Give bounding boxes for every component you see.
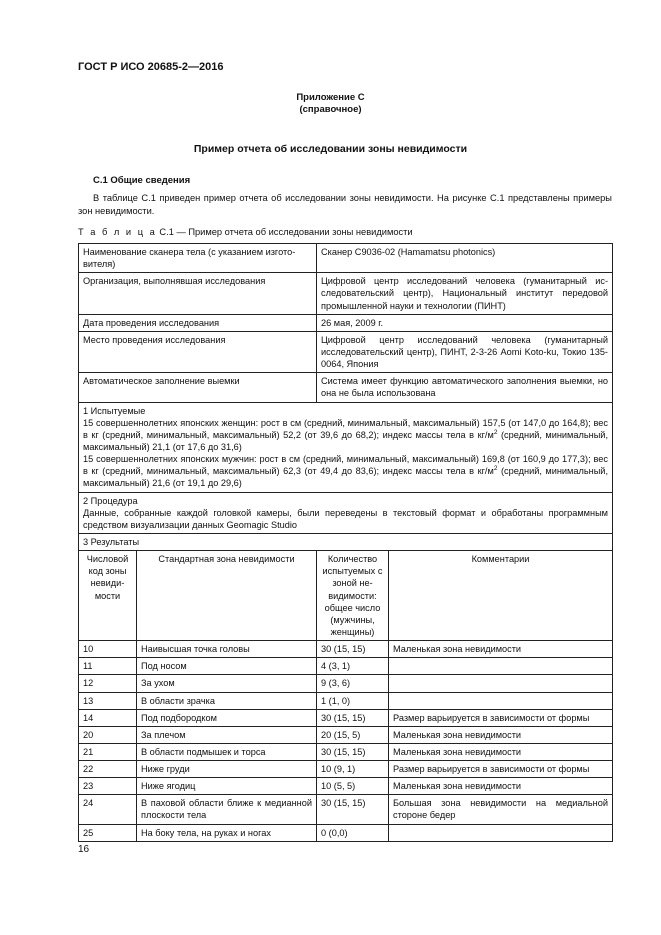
zone-comment: Большая зона невидимости на медиальной стороне бедер [389,795,613,824]
subjects-row [79,402,613,492]
table-row [79,795,613,824]
zone-code: 10 [79,641,137,658]
annex-subtitle: (справочное) [299,104,362,115]
zone-code: 24 [79,795,137,824]
zone-comment: Маленькая зона невидимости [389,641,613,658]
zone-code: 12 [79,675,137,692]
header-zone: Стандартная зона невидимости [137,551,317,641]
info-row [79,314,613,331]
results-heading-row [79,533,613,550]
table-row [79,726,613,743]
info-label: Организация, выполнявшая исследования [79,273,317,314]
zone-comment [389,675,613,692]
procedure-heading: 2 Процедура [83,495,138,506]
zone-code: 23 [79,778,137,795]
table-row [79,824,613,841]
info-row [79,373,613,402]
zone-comment: Маленькая зона невидимости [389,726,613,743]
main-title: Пример отчета об исследовании зоны невидимости [193,143,468,155]
info-value: Сканер С9036-02 (Hamamatsu photonics) [317,244,613,273]
procedure-text: Данные, собранные каждой головкой камеры, были переведены в текстовый формат и обработаны программным средством визуализации данных Geomagic Studio [83,507,608,530]
zone-name: Ниже груди [137,761,317,778]
zone-name: В паховой области ближе к медианной плоскости тела [137,795,317,824]
zone-comment [389,824,613,841]
zone-name: За плечом [137,726,317,743]
info-label: Автоматическое заполнение выемки [79,373,317,402]
table-row [79,743,613,760]
info-label: Дата проведения исследования [79,314,317,331]
table-row [79,675,613,692]
zone-comment [389,658,613,675]
table-caption-text: С.1 — Пример отчета об исследовании зоны невидимости [159,227,413,237]
zone-count: 9 (3, 6) [317,675,389,692]
zone-comment: Размер варьируется в зависимости от формы [389,709,613,726]
page-number: 16 [78,844,90,855]
info-row [79,331,613,372]
zone-count: 30 (15, 15) [317,709,389,726]
zone-comment: Маленькая зона невидимости [389,743,613,760]
zone-count: 10 (9, 1) [317,761,389,778]
zone-count: 0 (0,0) [317,824,389,841]
zone-count: 30 (15, 15) [317,795,389,824]
zone-code: 14 [79,709,137,726]
zone-name: За ухом [137,675,317,692]
zone-name: На боку тела, на руках и ногах [137,824,317,841]
info-value: Система имеет функцию автоматического заполнения выемки, но она не была использована [317,373,613,402]
zone-name: Под подбородком [137,709,317,726]
zone-name: В области подмышек и торса [137,743,317,760]
table-row [79,778,613,795]
zone-code: 22 [79,761,137,778]
table-row [79,692,613,709]
info-row [79,273,613,314]
subjects-cell [79,402,613,492]
table-caption [78,226,413,238]
header-count: Количество испытуемых с зоной невидимости: общее число (мужчины, женщины) [317,551,389,641]
zone-code: 25 [79,824,137,841]
intro-paragraph: В таблице С.1 приведен пример отчета об исследовании зоны невидимости. На рисунке С.1 представлены примеры зон невидимости. [78,193,612,216]
header-comment: Комментарии [389,551,613,641]
report-table [78,243,613,842]
results-heading: 3 Результаты [79,533,613,550]
table-row [79,641,613,658]
zone-name: Наивысшая точка головы [137,641,317,658]
zone-count: 30 (15, 15) [317,641,389,658]
zone-comment: Маленькая зона невидимости [389,778,613,795]
zone-name: Под носом [137,658,317,675]
section-title: С.1 Общие сведения [93,175,191,186]
zone-code: 11 [79,658,137,675]
subjects-men: 15 совершеннолетних японских мужчин: рост в см (средний, минимальный, максимальный) 169,8 (от 160,9 до 177,3); вес в кг (средний, минимальный, максимальный) 62,3 (от 49,4 до 83,6); индекс массы тела в $кг/м^2$ (средний, минимальный, максимальный) 21,6 (от 19,1 до 29,6) [83,454,608,489]
info-label: Наименование сканера тела (с указанием изготовителя) [79,244,317,273]
subjects-women: 15 совершеннолетних японских женщин: рост в см (средний, минимальный, максимальный) 157,5 (от 147,0 до 164,8); вес в кг (средний, минимальный, максимальный) 52,2 (от 39,6 до 68,2); индекс массы тела в $кг/м^2$ (средний, минимальный, максимальный) 21,1 (от 17,6 до 31,6) [83,417,608,452]
zone-name: В области зрачка [137,692,317,709]
subjects-heading: 1 Испытуемые [83,405,146,416]
info-value: Цифровой центр исследований человека (гуманитарный исследовательский центр), Национальный институт передовой промышленной науки и технологии (ПИНТ) [317,273,613,314]
zone-count: 20 (15, 5) [317,726,389,743]
zone-count: 4 (3, 1) [317,658,389,675]
table-row [79,709,613,726]
procedure-cell [79,492,613,533]
zone-comment: Размер варьируется в зависимости от формы [389,761,613,778]
header-code: Числовой код зоны невидимости [79,551,137,641]
table-caption-prefix: Т а б л и ц а [78,227,157,237]
zone-name: Ниже ягодиц [137,778,317,795]
annex-title: Приложение С [296,92,365,103]
info-row [79,244,613,273]
table-row [79,761,613,778]
info-value: Цифровой центр исследований человека (гуманитарный исследовательский центр), ПИНТ, 2-3-26 Aomi Koto-ku, Токио 135-0064, Япония [317,331,613,372]
table-row [79,658,613,675]
document-header: ГОСТ Р ИСО 20685-2—2016 [78,61,224,73]
zone-code: 20 [79,726,137,743]
zone-code: 21 [79,743,137,760]
procedure-row [79,492,613,533]
zone-count: 10 (5, 5) [317,778,389,795]
results-header-row [79,551,613,641]
info-label: Место проведения исследования [79,331,317,372]
zone-count: 30 (15, 15) [317,743,389,760]
zone-code: 13 [79,692,137,709]
zone-comment [389,692,613,709]
info-value: 26 мая, 2009 г. [317,314,613,331]
zone-count: 1 (1, 0) [317,692,389,709]
